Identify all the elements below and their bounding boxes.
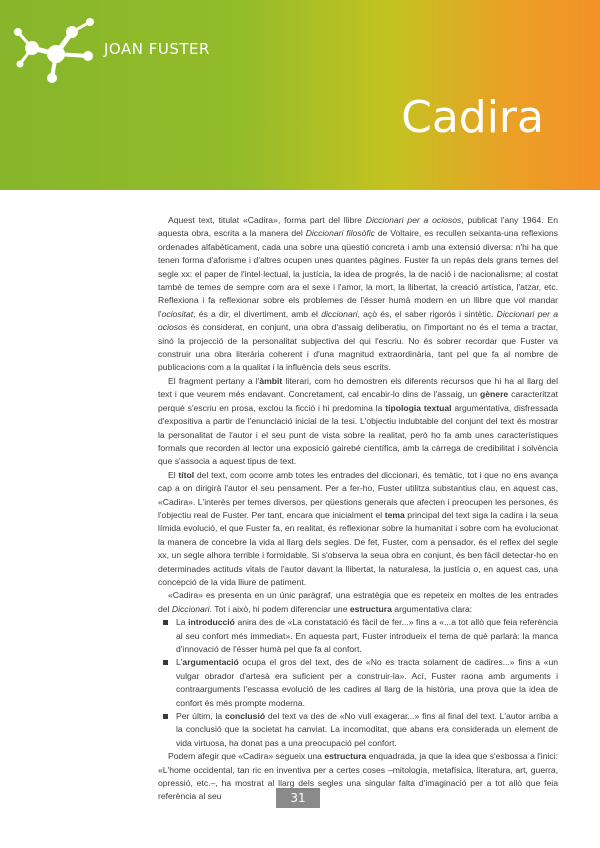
paragraph-frame — [158, 750, 558, 804]
paragraph-genre — [158, 375, 558, 469]
structure-list — [158, 616, 558, 750]
text-run: conclusió — [224, 711, 266, 722]
list-item — [176, 616, 558, 656]
text-run: Diccionari per a ociosos — [158, 308, 559, 333]
text-run: del text, com ocorre amb totes les entrades del diccionari, és temàtic, tot i que no ens avança cap a on dirigirà l'autor el seu pensament. Per a fer-ho, Fuster utilitza substantius clau, en aquest cas, «Cadira». L'interès per temes diversos, per qüestions generals que afecten i preocupen les persones, és l'objectiu real de Fuster. Per tant, encara que inicialment el — [158, 469, 559, 520]
text-run: argumentativa, disfressada d'expositiva a partir de l'enunciació inicial de la tesi. L'objectiu indubtable del conjunt del text és mostrar la personalitat de l'autor i el seu punt de vista sobre la realitat, però ho fa amb unes característiques formals que recorden al lector una exposició gairebé científica, amb la càrrega de credibilitat i solvència que s'associa a aquest tipus de text. — [158, 402, 558, 467]
text-run: estructura — [324, 751, 367, 762]
text-run: Diccionari — [171, 603, 210, 614]
text-run: «Cadira» es presenta en un únic paràgraf, una estratègia que es repeteix en moltes de les entrades del — [158, 590, 558, 614]
text-run: , publicat l'any 1964. En aquesta obra, escrita a la manera del — [158, 215, 558, 239]
text-run: principal del text siga la cadira i la seua límida evolució, el que Fuster fa, en realitat, és reflexionar sobre la humanitat i sobre com ha evolucionat la manera de concebre la vida al llarg dels segles. De fet, Fuster, com a pensador, és el reflex del segle xx, un segle alhora terrible i formidable. Si s'observa la seua obra en conjunt, és ben fàcil detectar-ho en determinades actituds vitals de l'autor davant la llibertat, la naturalesa, la justícia o, en aquest cas, una concepció de la vida lliure de patiment. — [158, 509, 559, 587]
text-run: gènere — [480, 389, 509, 400]
text-run: Diccionari filosòfic — [305, 228, 375, 239]
text-run: ociositat — [161, 308, 194, 319]
text-run: Diccionari per a ociosos — [365, 215, 462, 225]
list-item-text — [176, 657, 558, 707]
text-run: La — [176, 617, 189, 628]
text-run: Per últim, la — [176, 711, 225, 722]
text-run: , és a dir, el divertiment, amb el — [193, 308, 322, 319]
text-run: L' — [176, 657, 183, 668]
text-run: de Voltaire, es recullen seixanta-una reflexions ordenades alfabèticament, cada una sobre una qüestió concreta i amb una extensió diversa: n'hi ha que tenen forma d'aforisme i d'altres ocupen unes quantes pàgines. Fuster fa un repàs dels grans temes del segle xx: el paper de l'intel·lectual, la justícia, la idea de progrés, la de nació i de nacionalisme; al costat també de temes de sempre com ara el sexe i l'amor, la mort, la llibertat, la creació artística, l'atzar, etc. Reflexiona i fa reflexionar sobre els problemes de l'ésser humà modern en un llibre que vol mandar l' — [158, 228, 558, 319]
page-title: Cadira — [401, 92, 544, 143]
text-run: El fragment pertany a l' — [168, 375, 260, 386]
bullet-square-icon — [163, 620, 168, 625]
paragraph-title-theme — [158, 469, 558, 590]
text-run: Podem afegir que «Cadira» segueix una — [168, 751, 325, 762]
page-number: 31 — [276, 788, 320, 808]
text-run: estructura — [349, 603, 392, 614]
molecule-network-icon — [8, 14, 103, 89]
text-run: àmbit — [259, 375, 283, 386]
text-run: tema — [384, 509, 405, 520]
text-run: és considerat, en conjunt, una obra d'assaig deliberatiu, on l'important no és el tema a tractar, sinó la projecció de la personalitat subjectiva del qui l'escriu. No és sobrer recordar que Fuster va construir una obra literària coherent i d'una magnitud extraordinària, tant pel que fa al nombre de publicacions com a la qualitat i la influència dels seus escrits. — [158, 322, 558, 373]
text-run: . Tot i això, hi podem diferenciar une — [209, 603, 350, 614]
text-run: enquadrada, ja que la idea que s'esbossa a l'inici: «L'home occidental, tan ric en inventiva per a certes coses –mitologia, metafísica, literatura, art, guerra, opressió, etc.–, ha mostrat al llarg dels segles una singular falta d'imaginació per a tot allò que feia referència al seu — [158, 751, 558, 802]
paragraph-intro — [158, 214, 558, 375]
article-body — [158, 214, 558, 804]
text-run: , açò és, el saber rigorós i sintètic. — [357, 308, 497, 319]
author-name: JOAN FUSTER — [104, 40, 210, 58]
text-run: ocupa el gros del text, des de «No es tracta solament de cadires...» fins a «un vulgar obrador d'artesà era suficient per a construir-la». Ací, Fuster raona amb arguments i contraarguments l'escassa evolució de les cadires al llarg de la història, una prova que la idea de confort és més prompte moderna. — [176, 657, 558, 708]
text-run: títol — [178, 469, 195, 480]
header-banner — [0, 0, 600, 190]
list-item — [176, 656, 558, 710]
text-run: caracteritzat perquè s'escriu en prosa, exclou la ficció i hi predomina la — [158, 389, 558, 413]
text-run: del text va des de «No vull exagerar...» fins al final del text. L'autor arriba a la conclusió que la societat ha canviat. La incomoditat, que abans era considerada un element de vida virtuosa, ha donat pas a una preocupació pel confort. — [176, 711, 558, 748]
text-run: anira des de «La constatació és fàcil de fer...» fins a «...a tot allò que feia referència al seu confort més immediat». En aquesta part, Fuster introdueix el tema de què parlarà: la manca d'innovació de l'ésser humà pel que fa al confort. — [176, 617, 558, 654]
bullet-square-icon — [163, 714, 168, 719]
text-run: diccionari — [321, 308, 358, 319]
text-run: tipologia textual — [385, 402, 452, 413]
list-item-text — [176, 711, 558, 748]
bullet-square-icon — [163, 660, 168, 665]
text-run: El — [168, 469, 179, 480]
text-run: Aquest text, titulat «Cadira», forma part del llibre — [168, 215, 366, 225]
list-item-text — [176, 617, 558, 654]
text-run: argumentativa clara: — [391, 603, 473, 614]
text-run: introducció — [188, 617, 235, 628]
paragraph-structure — [158, 589, 558, 616]
list-item — [176, 710, 558, 750]
text-run: argumentació — [182, 657, 239, 668]
text-run: literari, com ho demostren els diferents recursos que hi ha al llarg del text i que veurem més endavant. Concretament, cal encabir-lo dins de l'assaig, un — [158, 375, 558, 400]
